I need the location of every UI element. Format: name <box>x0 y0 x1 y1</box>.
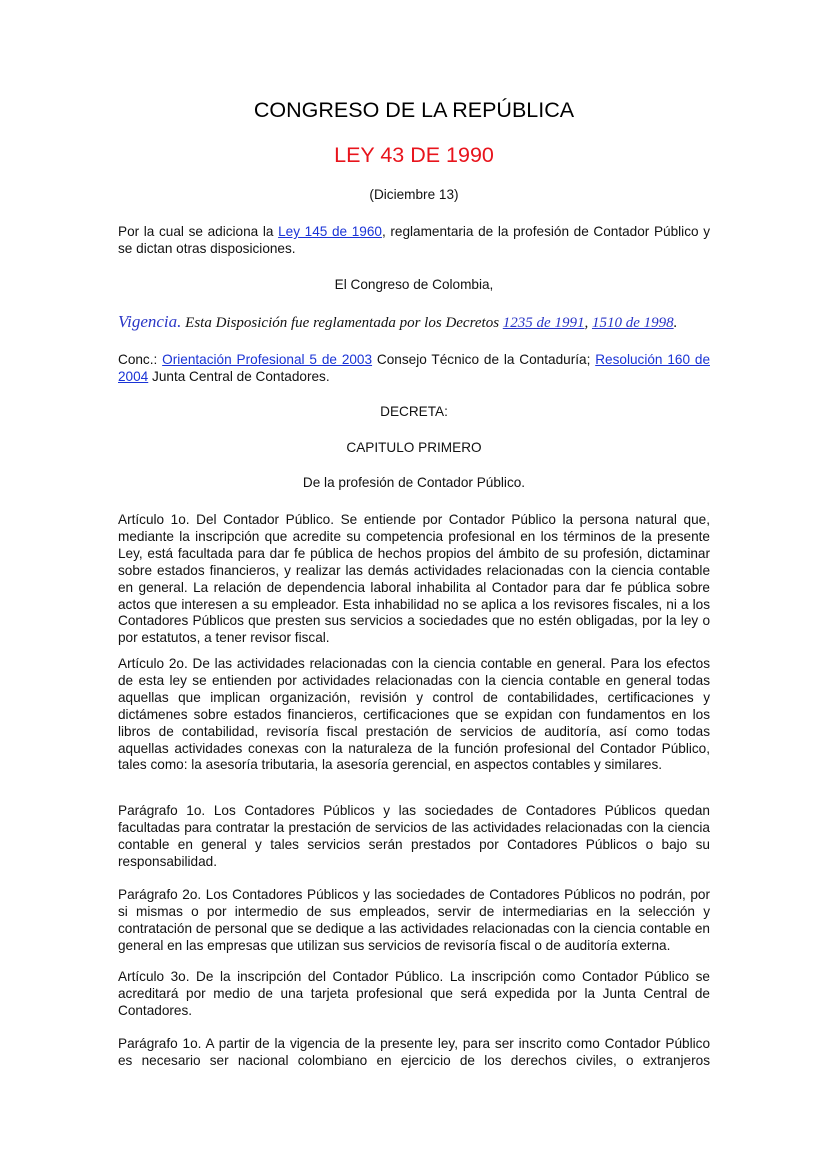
congress-line: El Congreso de Colombia, <box>334 277 494 292</box>
concordancias <box>118 352 710 386</box>
law-title: LEY 43 DE 1990 <box>334 143 494 167</box>
article-2-paragraph-1: Parágrafo 1o. Los Contadores Públicos y las sociedades de Contadores Públicos quedan facultadas para contratar la prestación de servicios de las actividades relacionadas con la ciencia contable en general y tales servicios serán prestados por Contadores Públicos o bajo su responsabilidad. <box>118 803 710 869</box>
article-1: Artículo 1o. Del Contador Público. Se entiende por Contador Público la persona natural que, mediante la inscripción que acredite su competencia profesional en los términos de la presente Ley, está facultada para dar fe pública de hechos propios del ámbito de su profesión, dictaminar sobre estados financieros, y realizar las demás actividades relacionadas con la ciencia contable en general. La relación de dependencia laboral inhabilita al Contador para dar fe pública sobre actos que interesen a su empleador. Esta inhabilidad no se aplica a los revisores fiscales, ni a los Contadores Públicos que presten sus servicios a sociedades que no estén obligadas, por la ley o por estatutos, a tener revisor fiscal. <box>118 512 710 646</box>
vigencia-note <box>118 312 710 333</box>
chapter-heading: CAPITULO PRIMERO <box>346 440 482 455</box>
vigencia-label: Vigencia. <box>118 312 182 331</box>
article-3-paragraph-1: Parágrafo 1o. A partir de la vigencia de la presente ley, para ser inscrito como Contador Público es necesario ser nacional colombiano en ejercicio de los derechos civiles, o extranjeros <box>118 1036 710 1068</box>
institution-title: CONGRESO DE LA REPÚBLICA <box>253 98 575 122</box>
preamble <box>118 224 710 258</box>
law-date: (Diciembre 13) <box>369 187 459 202</box>
vigencia-end: . <box>673 315 678 331</box>
conc-mid: Consejo Técnico de la Contaduría; <box>372 352 596 367</box>
article-3: Artículo 3o. De la inscripción del Contador Público. La inscripción como Contador Público se acreditará por medio de una tarjeta profesional que será expedida por la Junta Central de Contadores. <box>118 969 710 1018</box>
link-decreto-1235-1991[interactable]: 1235 de 1991 <box>502 315 585 331</box>
article-2-paragraph-2: Parágrafo 2o. Los Contadores Públicos y las sociedades de Contadores Públicos no podrán, por si mismas o por intermedio de sus empleados, servir de intermediarias en la selección y contratación de personal que se dedique a las actividades relacionadas con la ciencia contable en general en las empresas que utilizan sus servicios de revisoría fiscal o de auditoría externa. <box>118 887 710 953</box>
link-ley-145-1960[interactable]: Ley 145 de 1960 <box>278 224 382 239</box>
vigencia-text: Esta Disposición fue reglamentada por los Decretos <box>181 315 503 331</box>
preamble-suffix: , reglamentaria de la profesión de Contador Público y se dictan otras disposiciones. <box>118 224 710 256</box>
conc-end: Junta Central de Contadores. <box>148 368 330 384</box>
decreta-heading: DECRETA: <box>380 404 448 419</box>
preamble-prefix: Por la cual se adiciona la <box>118 224 279 239</box>
conc-prefix: Conc.: <box>118 352 163 367</box>
vigencia-separator: , <box>584 315 592 331</box>
link-orientacion-profesional-5-2003[interactable]: Orientación Profesional 5 de 2003 <box>162 352 373 367</box>
chapter-title: De la profesión de Contador Público. <box>302 475 526 490</box>
link-resolucion-160-2004[interactable]: Resolución 160 de 2004 <box>118 352 710 384</box>
article-2: Artículo 2o. De las actividades relacionadas con la ciencia contable en general. Para los efectos de esta ley se entienden por actividades relacionadas con la ciencia contable en general todas aquellas que implican organización, revisión y control de contabilidades, certificaciones y dictámenes sobre estados financieros, certificaciones que se expidan con fundamentos en los libros de contabilidad, revisoría fiscal prestación de servicios de auditoría, así como todas aquellas actividades conexas con la naturaleza de la función profesional del Contador Público, tales como: la asesoría tributaria, la asesoría gerencial, en aspectos contables y similares. <box>118 656 710 773</box>
link-decreto-1510-1998[interactable]: 1510 de 1998 <box>591 315 674 331</box>
